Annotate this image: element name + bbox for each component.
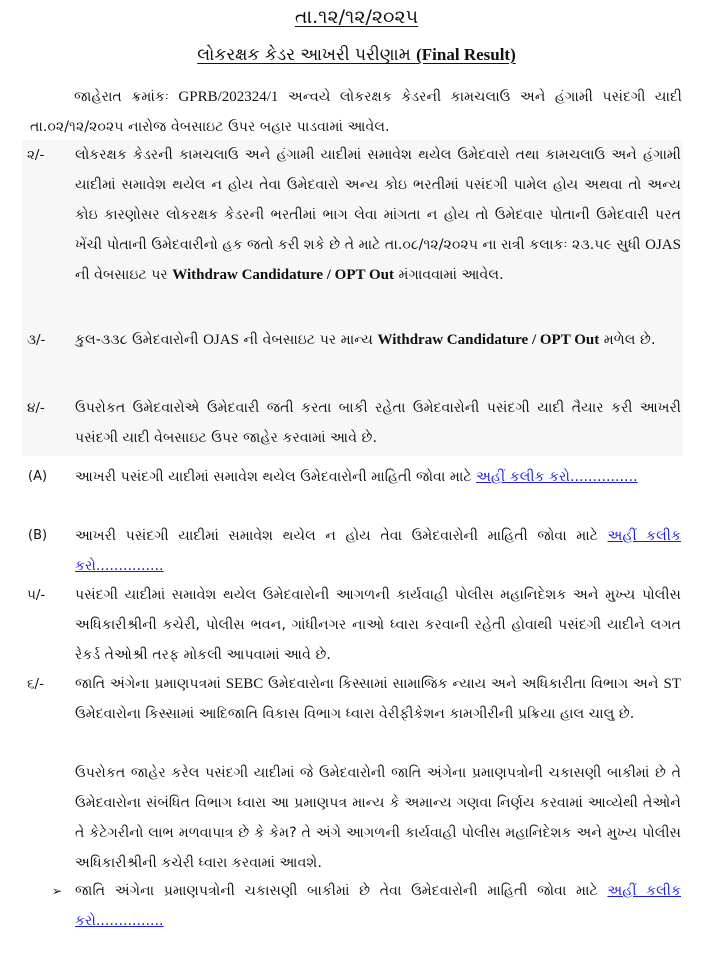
pending-verification-list-link[interactable]: અહીં કલીક કરો............... xyxy=(75,883,681,929)
point-4-text: ઉપરોકત ઉમેદવારોએ ઉમેદવારી જતી કરતા બાકી રહેતા ઉમેદવારોની પસંદગી યાદી તૈયાર કરી આખરી પસંદગી યાદી વેબસાઇટ ઉપર જાહેર કરવામાં આવે છે. xyxy=(75,400,681,446)
point-4-number: ૪/- xyxy=(27,400,45,416)
point-2-text-3: મંગાવવામાં આવેલ. xyxy=(394,267,504,283)
point-3-text-1: કુલ-૩૩૮ ઉમેદવારોની xyxy=(75,332,204,348)
point-6-text xyxy=(75,669,681,729)
ojas-label: OJAS xyxy=(645,237,681,253)
point-2-text-2: ની વેબસાઇટ પર xyxy=(75,267,173,283)
selected-list-link[interactable]: અહીં કલીક કરો............... xyxy=(476,469,638,485)
point-a-label: (A) xyxy=(28,469,48,484)
not-selected-list-link[interactable]: અહીં કલીક કરો............... xyxy=(75,528,681,574)
point-6-text-2: ઉમેદવારોના કિસ્સામાં સામાજિક ન્યાય અને અધિકારીતા વિભાગ અને xyxy=(263,676,664,692)
page-title xyxy=(0,45,713,65)
arrow-bullet-icon: ➢ xyxy=(52,884,63,898)
point-2-text xyxy=(75,140,681,290)
notice-date: તા.૧૨/૧૨/૨૦૨૫ xyxy=(294,6,419,28)
point-2-number: ૨/- xyxy=(27,147,45,163)
point-3-text-2: ની વેબસાઇટ પર માન્ય xyxy=(238,332,378,348)
sebc-label: SEBC xyxy=(225,676,264,692)
point-b-description: આખરી પસંદગી યાદીમાં સમાવેશ થયેલ ન હોય તેવા ઉમેદવારોની માહિતી જોવા માટે xyxy=(75,528,608,544)
intro-text-2: અન્વયે લોકરક્ષક કેડરની કામચલાઉ અને હંગામી પસંદગી યાદી તા.૦૨/૧૨/૨૦૨૫ નારોજ વેબસાઇટ ઉપર બહાર પાડવામાં આવેલ. xyxy=(30,89,682,135)
point-5-text: પસંદગી યાદીમાં સમાવેશ થયેલ ઉમેદવારોની આગળની કાર્યવાહી પોલીસ મહાનિદેશક અને મુખ્ય પોલીસ અધિકારીશ્રીની કચેરી, પોલીસ ભવન, ગાંધીનગર નાઓ ધ્વારા કરવાની રહેતી હોવાથી પસંદગી યાદીને લગત રેકર્ડ તેઓશ્રી તરફ મોકલી આપવામાં આવે છે. xyxy=(75,587,681,663)
st-label: ST xyxy=(663,676,682,692)
withdraw-label: Withdraw Candidature / OPT Out xyxy=(172,267,394,283)
title-gujarati: લોકરક્ષક કેડર આખરી પરીણામ xyxy=(197,45,417,65)
point-5-number: ૫/- xyxy=(27,587,46,603)
point-6-text-1: જાતિ અંગેના પ્રમાણપત્રમાં xyxy=(75,676,226,692)
point-3-text-3: મળેલ છે. xyxy=(599,332,656,348)
point-6-continuation: ઉપરોકત જાહેર કરેલ પસંદગી યાદીમાં જે ઉમેદવારોની જાતિ અંગેના પ્રમાણપત્રોની ચકાસણી બાકીમાં છે તે ઉમેદવારોના સંબંધિત વિભાગ ધ્વારા આ પ્રમાણપત્ર માન્ય કે અમાન્ય ગણવા નિર્ણય કરવામાં આવ્યેથી તેઓને તે કેટેગરીનો લાભ મળવાપાત્ર છે કે કેમ? તે અંગે આગળની કાર્યવાહી પોલીસ મહાનિદેશક અને મુખ્ય પોલીસ અધિકારીશ્રીની કચેરી ધ્વારા કરવામાં આવશે. xyxy=(75,765,681,871)
point-3-text xyxy=(75,325,681,355)
intro-text-1: જાહેરાત ક્રમાંકઃ xyxy=(74,89,179,105)
bullet-description: જાતિ અંગેના પ્રમાણપત્રોની ચકાસણી બાકીમાં છે તેવા ઉમેદવારોની માહિતી જોવા માટે xyxy=(75,883,608,899)
title-english: (Final Result) xyxy=(416,45,516,64)
point-a-description: આખરી પસંદગી યાદીમાં સમાવેશ થયેલ ઉમેદવારોની માહિતી જોવા માટે xyxy=(75,469,477,485)
point-b-label: (B) xyxy=(28,528,48,543)
withdraw-label: Withdraw Candidature / OPT Out xyxy=(377,332,600,348)
point-3-number: ૩/- xyxy=(27,332,46,348)
bullet-text xyxy=(75,876,681,936)
point-2-text-1: લોકરક્ષક કેડરની કામચલાઉ અને હંગામી યાદીમાં સમાવેશ થયેલ ઉમેદવારો તથા કામચલાઉ અને હંગામી યાદીમાં સમાવેશ થયેલ ન હોય તેવા ઉમેદવારો અન્ય કોઇ ભરતીમાં પસંદગી પામેલ હોય અથવા તો અન્ય કોઇ કારણોસર લોકરક્ષક કેડરની ભરતીમાં ભાગ લેવા માંગતા ન હોય તો ઉમેદવાર પોતાની ઉમેદવારી પરત ખેંચી પોતાની ઉમેદવારીનો હક જતો કરી શકે છે તે માટે તા.૦૮/૧૨/૨૦૨૫ ના રાત્રી કલાકઃ ૨૩.૫૯ સુધી xyxy=(75,147,681,253)
intro-paragraph xyxy=(30,82,682,142)
point-b-text xyxy=(75,521,681,581)
ojas-label: OJAS xyxy=(203,332,239,348)
advertisement-ref: GPRB/202324/1 xyxy=(178,89,279,105)
point-6-number: ૬/- xyxy=(27,676,44,692)
point-a-text xyxy=(75,462,681,492)
point-6-text-3: ઉમેદવારોના કિસ્સામાં આદિજાતિ વિકાસ વિભાગ ધ્વારા વેરીફીકેશન કામગીરીની પ્રક્રિયા હાલ ચાલુ છે. xyxy=(75,706,635,722)
